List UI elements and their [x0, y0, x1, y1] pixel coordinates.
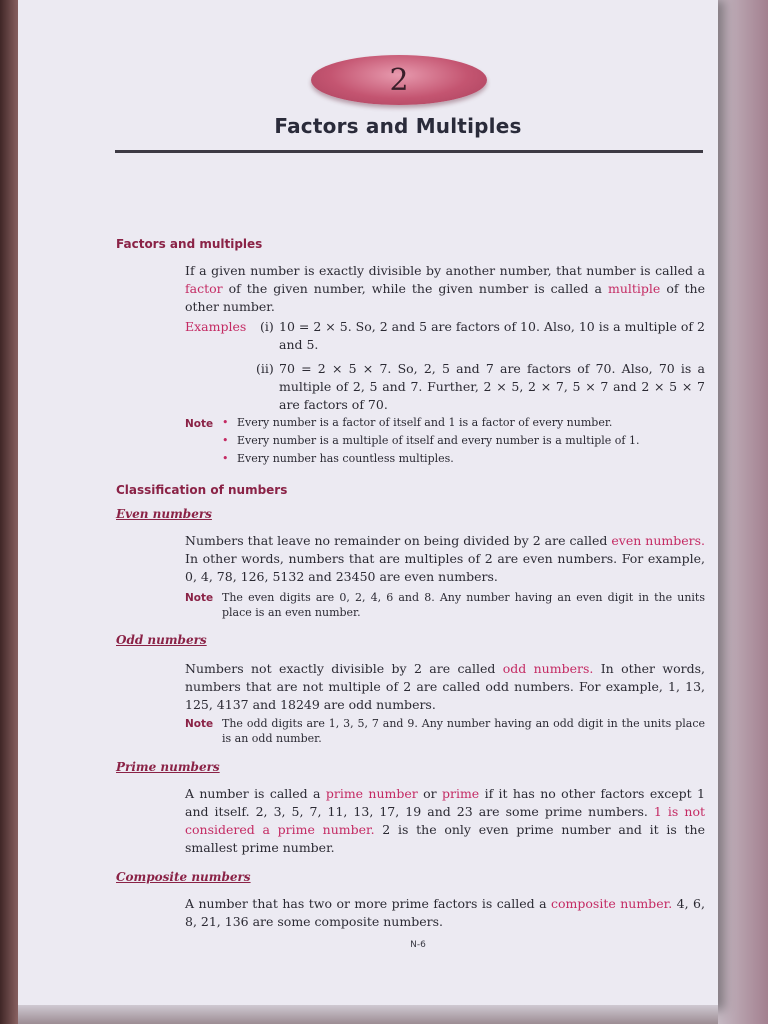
note-item: • Every number is a multiple of itself and every number is a multiple of 1.: [222, 432, 692, 450]
note-item: • Every number has countless multiples.: [222, 450, 692, 468]
title-divider: [115, 150, 703, 153]
term-odd-numbers: odd numbers.: [502, 661, 594, 676]
scan-bottom-edge: [18, 1005, 718, 1024]
text-run: if it has no other factors except 1 and itself. 2, 3, 5, 7, 11, 13, 17, 19 and 23 are some prime numbers.: [185, 786, 706, 819]
scan-left-edge: [0, 0, 18, 1024]
text-run: 2 is the only even prime number and it is the smallest prime number.: [185, 822, 705, 855]
even-numbers-paragraph: [185, 532, 705, 586]
text-run: If a given number is exactly divisible by another number, that number is called a: [185, 263, 705, 278]
chapter-number: 2: [389, 62, 409, 98]
term-prime-number: prime number: [325, 786, 418, 801]
factors-intro-paragraph: [185, 262, 705, 316]
example-1: 10 = 2 × 5. So, 2 and 5 are factors of 10. Also, 10 is a multiple of 2 and 5.: [279, 319, 705, 352]
example-2: 70 = 2 × 5 × 7. So, 2, 5 and 7 are factors of 70. Also, 70 is a multiple of 2, 5 and 7. Further, 2 × 5, 2 × 7, 5 × 7 and 2 × 5 × 7 are factors of 70.: [279, 361, 705, 412]
subheading-prime-numbers: Prime numbers: [116, 760, 220, 774]
term-one-not-prime: 1 is not considered a prime number.: [185, 804, 705, 837]
subheading-odd-numbers: Odd numbers: [116, 633, 207, 647]
chapter-number-badge: [311, 55, 487, 105]
composite-numbers-paragraph: [185, 895, 705, 931]
even-numbers-note: The even digits are 0, 2, 4, 6 and 8. Any number having an even digit in the units place is an even number.: [222, 591, 705, 619]
text-run: Numbers not exactly divisible by 2 are called: [185, 661, 503, 676]
note-item: • Every number is a factor of itself and 1 is a factor of every number.: [222, 414, 692, 432]
note-label-even: Note: [185, 592, 214, 604]
term-factor: factor: [185, 281, 223, 296]
examples-label: [185, 318, 246, 336]
page-number: N-6: [410, 940, 426, 950]
factors-note-list: [222, 414, 692, 468]
text-run: A number is called a: [185, 786, 326, 801]
note-label-factors: Note: [185, 418, 214, 430]
text-run: Numbers that leave no remainder on being divided by 2 are called: [185, 533, 612, 548]
note-label-odd: Note: [185, 718, 214, 730]
subheading-even-numbers: Even numbers: [116, 507, 212, 521]
text-run: or: [417, 786, 442, 801]
odd-numbers-paragraph: [185, 660, 705, 714]
subheading-composite-numbers: Composite numbers: [116, 870, 251, 884]
text-run: of the other number.: [185, 281, 705, 314]
examples-label-text: Examples: [185, 319, 247, 334]
prime-numbers-paragraph: [185, 785, 705, 857]
text-run: In other words, numbers that are not multiple of 2 are called odd numbers. For example, 1, 13, 125, 4137 and 18249 are odd numbers.: [185, 661, 705, 712]
example-2-marker: (ii): [256, 361, 274, 376]
textbook-page: [18, 0, 718, 1010]
term-composite-number: composite number.: [551, 896, 673, 911]
text-run: In other words, numbers that are multiples of 2 are even numbers. For example, 0, 4, 78, 126, 5132 and 23450 are even numbers.: [185, 551, 705, 584]
term-prime: prime: [441, 786, 480, 801]
text-run: 4, 6, 8, 21, 136 are some composite numbers.: [185, 896, 705, 929]
chapter-title: Factors and Multiples: [274, 114, 522, 138]
term-even-numbers: even numbers.: [611, 533, 705, 548]
section-heading-classification: Classification of numbers: [116, 483, 288, 497]
section-heading-factors: Factors and multiples: [116, 237, 263, 251]
text-run: of the given number, while the given number is called a: [222, 281, 608, 296]
term-multiple: multiple: [608, 281, 661, 296]
text-run: A number that has two or more prime factors is called a: [185, 896, 552, 911]
example-1-marker: (i): [260, 319, 274, 334]
odd-numbers-note: The odd digits are 1, 3, 5, 7 and 9. Any number having an odd digit in the units place is an odd number.: [222, 717, 705, 745]
